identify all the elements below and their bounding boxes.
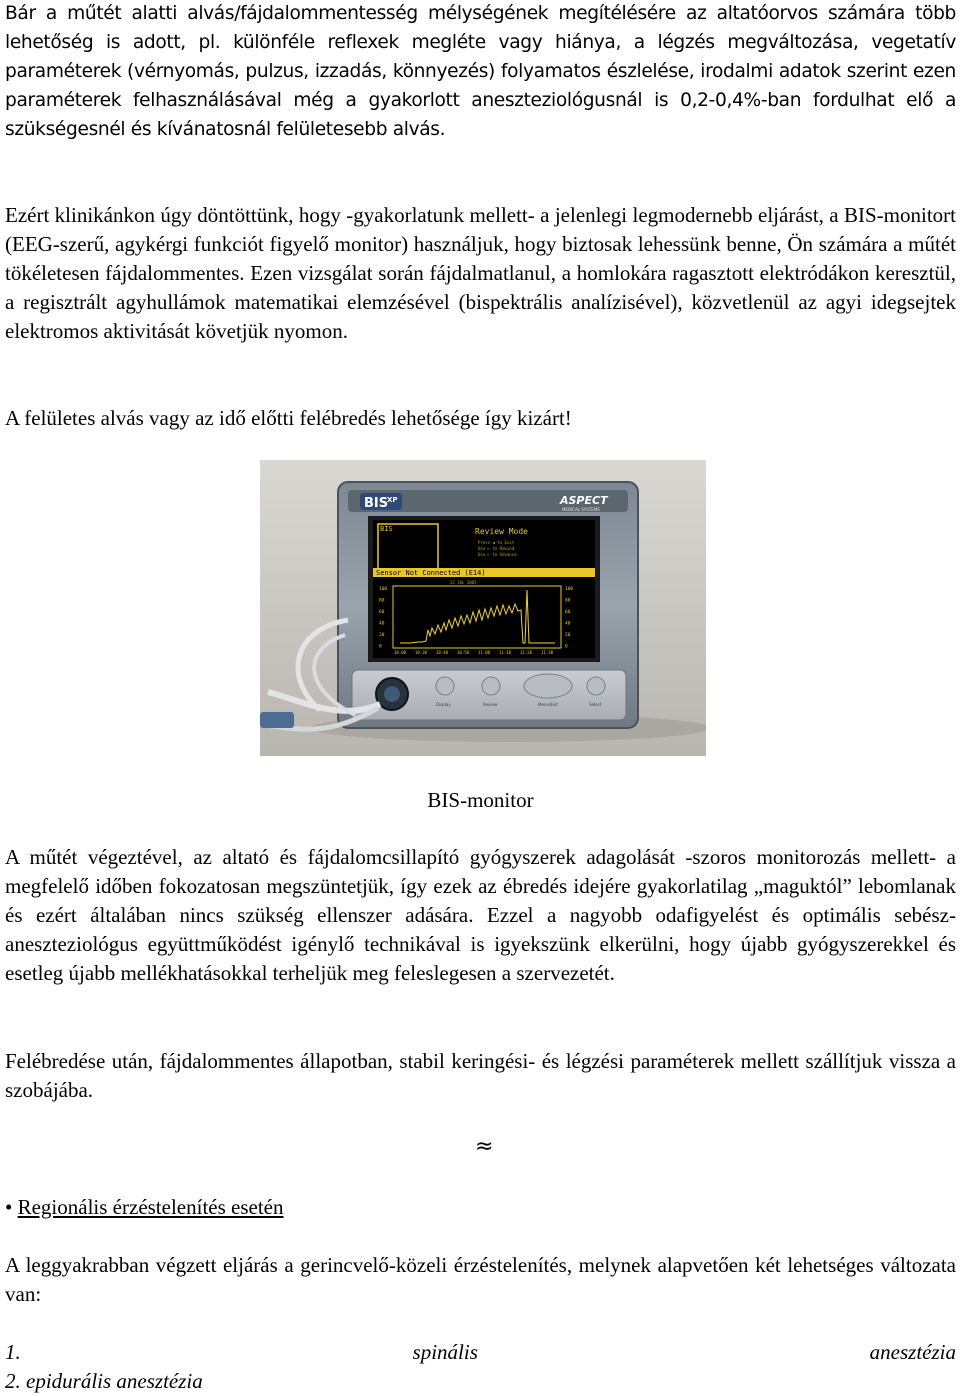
screen-hint: Press ◀ to Exit <box>478 540 515 545</box>
screen-y-tick-right: 80 <box>565 598 571 604</box>
list-item-epiduralis: 2. epidurális anesztézia <box>5 1369 203 1393</box>
bullet-heading-text: Regionális érzéstelenítés esetén <box>17 1195 284 1219</box>
screen-y-tick-right: 60 <box>565 610 571 615</box>
screen-hint: Use ▷ to Advance <box>478 552 517 557</box>
paragraph-muteti-vegeztevel: A műtét végeztével, az altató és fájdalomcsillapító gyógyszerek adagolását -szoros monitorozás mellett- a megfelelő időben fokozatosan megszüntetjük, így ezek az ébredés idejére gyakorlatilag „maguktól” lebomlanak és ezért általában nincs szükség ellenszer adására. Ezzel a nagyobb odafigyelést és optimális sebész-aneszteziológus együttműködést igénylő technikával is igyekszünk elkerülni, hogy újabb gyógyszerekkel és esetleg újabb mellékhatásokkal terheljük meg feleslegesen a szervezetét. <box>5 845 956 985</box>
paragraph-alvas-melyseg: Bár a műtét alatti alvás/fájdalommentesség mélységének megítélésére az altatóorvos számára több lehetőség is adott, pl. különféle reflexek megléte vagy hiánya, a légzés megváltozása, vegetatív paraméterek (vérnyomás, pulzus, izzadás, könnyezés) folyamatos észlelése, irodalmi adatok szerint ezen paraméterek felhasználásával még a gyakorlott aneszteziológusnál is 0,2-0,4%-ban fordulhat elő a szükségesnél és kívánatosnál felületesebb alvás. <box>5 3 956 140</box>
screen-y-tick-left: 60 <box>379 610 385 615</box>
screen-y-tick-left: 80 <box>379 598 385 604</box>
paragraph-felebredes-utan: Felébredése után, fájdalommentes állapotban, stabil keringési- és légzési paraméterek mellett szállítjuk vissza a szobájába. <box>5 1049 956 1102</box>
screen-y-tick-right: 0 <box>565 644 568 650</box>
bis-monitor-photo <box>260 460 706 756</box>
approx-symbol: ≈ <box>475 1134 494 1159</box>
screen-x-tick: 11:20 <box>520 650 533 655</box>
screen-date: 22 JUL 2005 <box>450 580 477 585</box>
paragraph-bis-monitor-intro: Ezért klinikánkon úgy döntöttünk, hogy -gyakorlatunk mellett- a jelenlegi legmodernebb eljárást, a BIS-monitort (EEG-szerű, agykérgi funkciót figyelő monitor) használjuk, hogy biztosak lehessünk benne, Ön számára a műtét tökéletesen fájdalommentes. Ezen vizsgálat során fájdalmatlanul, a homlokára ragasztott elektródákon keresztül, a regisztrált agyhullámok matematikai elemzésével (bispektrális analízisével), közvetlenül az agyi idegsejtek elektromos aktivitását követjük nyomon. <box>5 203 956 343</box>
aspect-brand-sub: MEDICAL SYSTEMS <box>562 507 600 512</box>
screen-y-tick-left: 0 <box>379 644 382 650</box>
paragraph-felebredes-kizart: A felületes alvás vagy az idő előtti felébredés lehetősége így kizárt! <box>5 406 572 430</box>
figure-caption: BIS-monitor <box>427 788 534 812</box>
screen-y-tick-left: 100 <box>379 587 388 592</box>
list-item-word: anesztézia <box>869 1340 956 1364</box>
screen-y-tick-right: 40 <box>565 621 571 627</box>
screen-x-tick: 11:00 <box>478 650 491 655</box>
screen-x-tick: 10:30 <box>415 650 428 655</box>
list-item-spinalis <box>5 1338 956 1367</box>
navigation-knob[interactable] <box>524 674 572 698</box>
bis-monitor-illustration <box>260 460 706 756</box>
review-button-label: Review <box>483 702 498 707</box>
select-button[interactable] <box>587 677 605 695</box>
aspect-brand-logo: ASPECT <box>560 494 608 507</box>
screen-x-tick: 10:00 <box>394 650 407 655</box>
bullet-regionalis <box>5 1193 956 1222</box>
screen-x-tick: 11:10 <box>499 650 512 655</box>
bis-logo-suffix: XP <box>387 496 398 504</box>
paragraph-gerincvelo-kozeli: A leggyakrabban végzett eljárás a gerincvelő-közeli érzéstelenítés, melynek alapvetően két lehetséges változata van: <box>5 1253 956 1306</box>
select-button-label: Select <box>589 702 602 707</box>
bis-logo-text: BIS <box>364 496 389 511</box>
screen-status-text: Sensor Not Connected (E14) <box>376 569 486 577</box>
list-item-number: 1. <box>5 1340 21 1364</box>
screen-y-tick-left: 20 <box>379 633 385 638</box>
display-button[interactable] <box>436 677 454 695</box>
bullet-marker: • <box>5 1195 13 1219</box>
screen-x-tick: 11:30 <box>541 650 554 655</box>
display-button-label: Display <box>436 702 451 707</box>
screen-y-tick-right: 100 <box>565 587 574 592</box>
sensor-plug <box>260 712 294 728</box>
list-item-word: spinális <box>412 1340 478 1364</box>
screen-bis-label: BIS <box>380 525 393 533</box>
screen-hint: Use ▷ to Rewind <box>478 546 515 551</box>
screen-x-tick: 10:50 <box>457 650 470 655</box>
screen-review-mode: Review Mode <box>475 527 528 536</box>
menu-exit-button-label: Menu/Exit <box>538 702 558 707</box>
screen-y-tick-right: 20 <box>565 633 571 638</box>
screen-x-tick: 10:40 <box>436 650 449 655</box>
screen-y-tick-left: 40 <box>379 621 385 627</box>
review-button[interactable] <box>482 677 500 695</box>
